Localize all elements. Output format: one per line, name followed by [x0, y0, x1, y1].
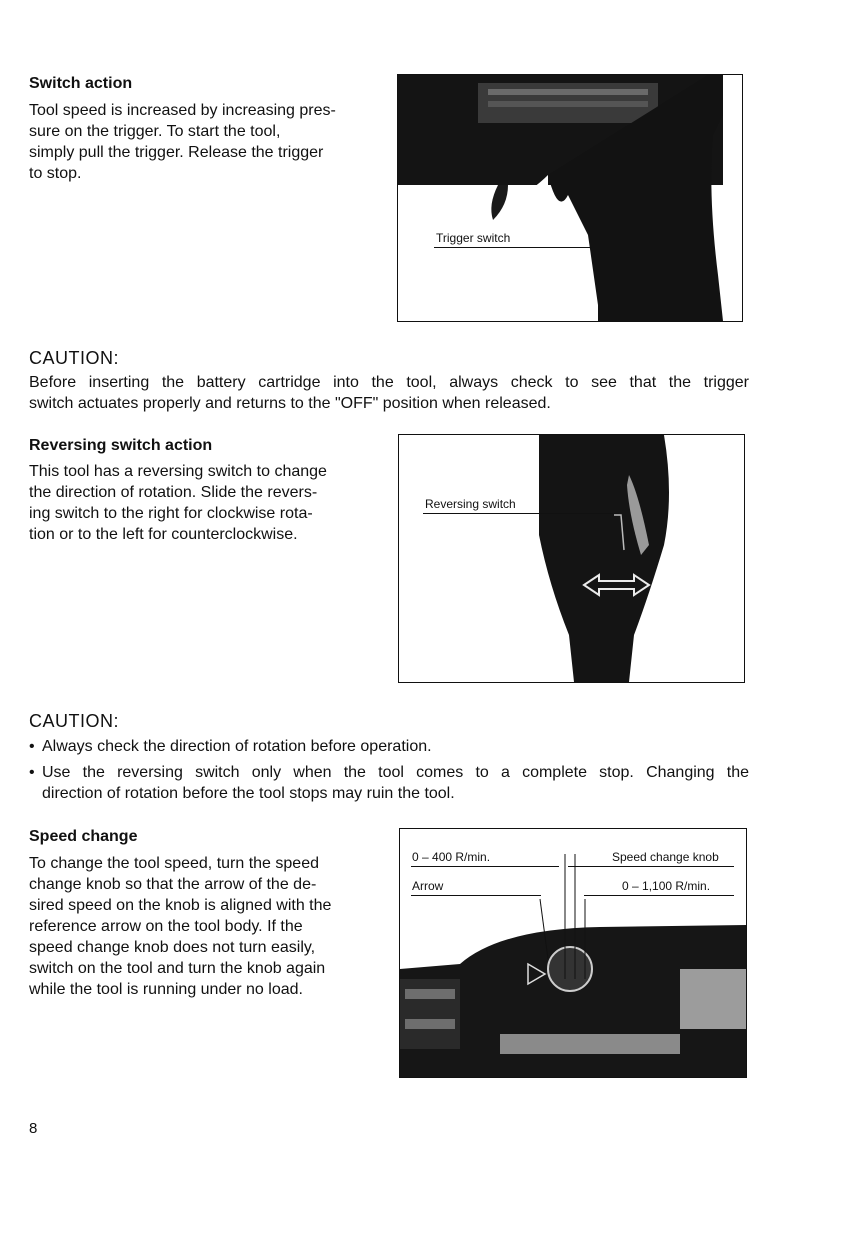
text-line: change knob so that the arrow of the de- [29, 876, 317, 893]
caution-bullets [29, 736, 749, 804]
caution-title: CAUTION: [29, 348, 120, 368]
text-line: sure on the trigger. To start the tool, [29, 123, 281, 140]
text-line: switch on the tool and turn the knob again [29, 960, 326, 977]
text-line: simply pull the trigger. Release the trigger [29, 144, 324, 161]
speed-change-photo [399, 828, 747, 1078]
high-speed-label: 0 – 1,100 R/min. [622, 879, 711, 893]
trigger-switch-leader-line [434, 247, 592, 248]
caution-text [29, 372, 749, 414]
knob-leader-line [568, 866, 734, 867]
text-line: while the tool is running under no load. [29, 981, 303, 998]
text-line: tion or to the left for counterclockwise. [29, 526, 298, 543]
arrow-label: Arrow [412, 879, 444, 893]
trigger-switch-label: Trigger switch [436, 231, 511, 245]
bullet-item [29, 736, 749, 757]
arrow-leader-line [411, 895, 541, 896]
switch-action-text [29, 100, 376, 184]
text-line: This tool has a reversing switch to change [29, 463, 327, 480]
bullet-text: Always check the direction of rotation before operation. [42, 738, 432, 755]
drill-trigger-illustration [398, 75, 742, 321]
text-line: Before inserting the battery cartridge into the tool, always check to see that the trigger [29, 374, 749, 391]
bullet-item [29, 762, 749, 804]
bullet-text: Use the reversing switch only when the tool comes to a complete stop. Changing the [42, 764, 749, 781]
text-line: speed change knob does not turn easily, [29, 939, 316, 956]
switch-action-heading: Switch action [29, 75, 133, 92]
reversing-switch-leader-line [423, 513, 619, 514]
speed-change-text [29, 853, 378, 1000]
text-line: sired speed on the knob is aligned with the [29, 897, 332, 914]
text-line: switch actuates properly and returns to the "OFF" position when released. [29, 395, 551, 412]
speed-change-knob-label: Speed change knob [612, 850, 719, 864]
bullet-icon: • [29, 738, 35, 755]
bullet-icon: • [29, 764, 35, 781]
text-line: To change the tool speed, turn the speed [29, 855, 319, 872]
reversing-text [29, 461, 376, 545]
text-line: ing switch to the right for clockwise rota- [29, 505, 313, 522]
caution-title: CAUTION: [29, 711, 120, 731]
bullet-text: direction of rotation before the tool stops may ruin the tool. [42, 785, 455, 802]
low-speed-label: 0 – 400 R/min. [412, 850, 491, 864]
text-line: to stop. [29, 165, 82, 182]
text-line: Tool speed is increased by increasing pres- [29, 102, 336, 119]
text-line: reference arrow on the tool body. If the [29, 918, 303, 935]
reversing-heading: Reversing switch action [29, 437, 213, 454]
page-number: 8 [29, 1120, 38, 1137]
reversing-switch-label: Reversing switch [425, 497, 516, 511]
reversing-switch-illustration [399, 435, 744, 682]
low-speed-leader-line [411, 866, 559, 867]
text-line: the direction of rotation. Slide the revers- [29, 484, 318, 501]
reversing-switch-photo [398, 434, 745, 683]
speed-change-heading: Speed change [29, 828, 138, 845]
high-speed-leader-line [584, 895, 734, 896]
trigger-switch-photo [397, 74, 743, 322]
